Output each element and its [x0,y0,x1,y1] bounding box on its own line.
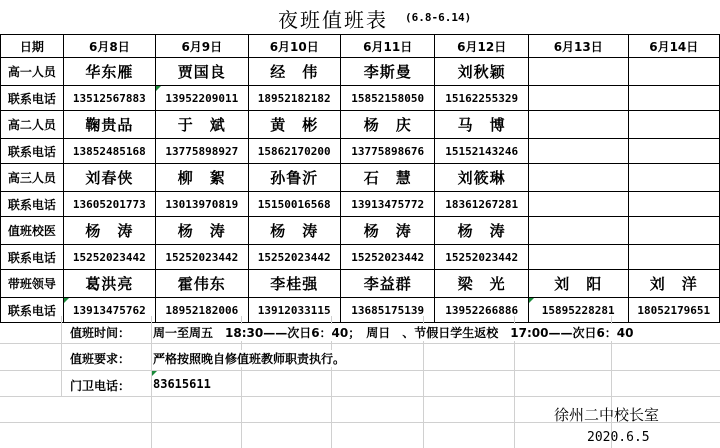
phone-cell: 13685175139 [340,298,434,323]
grid-line [61,316,62,396]
phone-cell [528,139,628,164]
phone-cell [528,192,628,217]
row-label: 联系电话 [1,139,64,164]
staff-name-cell: 刘 阳 [528,270,628,298]
header-day: 6月10日 [248,35,340,58]
phone-text: 13913475762 [72,303,146,317]
staff-name-cell: 马 博 [435,111,528,139]
staff-name-cell [528,217,628,245]
header-day: 6月12日 [435,35,528,58]
header-day: 6月11日 [340,35,434,58]
staff-name-cell: 李益群 [340,270,434,298]
phone-text: 13952209011 [165,91,239,105]
staff-name-cell: 李桂强 [248,270,340,298]
staff-name-cell: 杨 涛 [340,217,434,245]
duty-time-label: 值班时间： [70,326,131,340]
staff-name-cell: 霍伟东 [156,270,248,298]
row-label: 高三人员 [1,164,64,192]
header-day: 6月13日 [528,35,628,58]
row-label: 值班校医 [1,217,64,245]
row-label: 联系电话 [1,298,64,323]
staff-name-cell: 杨 庆 [340,111,434,139]
staff-name-cell: 柳 絮 [156,164,248,192]
header-date-label: 日期 [1,35,64,58]
header-day: 6月8日 [63,35,155,58]
info-section [0,316,720,448]
staff-name-cell: 华东雁 [63,58,155,86]
phone-cell: 18052179651 [628,298,719,323]
grid-line [0,396,720,397]
staff-name-cell: 葛洪亮 [63,270,155,298]
page-title: 夜班值班表 [278,8,388,32]
duty-phone-row [1,139,720,164]
phone-cell [628,139,719,164]
phone-cell [528,86,628,111]
staff-name-cell: 黄 彬 [248,111,340,139]
phone-cell [628,86,719,111]
duty-phone-row [1,86,720,111]
staff-name-cell: 鞠贵品 [63,111,155,139]
cell-note-marker [529,298,534,303]
staff-name-cell: 杨 涛 [63,217,155,245]
phone-cell: 13912033115 [248,298,340,323]
phone-cell: 15252023442 [435,245,528,270]
phone-cell: 15252023442 [63,245,155,270]
signature-date: 2020.6.5 [587,430,650,445]
duty-phone-row [1,192,720,217]
phone-cell [528,245,628,270]
staff-name-cell: 孙鲁沂 [248,164,340,192]
phone-cell [628,192,719,217]
phone-cell [156,86,248,111]
duty-people-row [1,111,720,139]
phone-cell: 15150016568 [248,192,340,217]
phone-cell: 18952182182 [248,86,340,111]
row-label: 带班领导 [1,270,64,298]
phone-cell: 18361267281 [435,192,528,217]
phone-cell: 18952182006 [156,298,248,323]
signature-org: 徐州二中校长室 [554,406,660,424]
duty-time-value: 周一至周五 18:30——次日6：40； 周日 、节假日学生返校 17:00——次日6：40 [153,324,638,341]
cell-note-marker [64,298,69,303]
header-day: 6月9日 [156,35,248,58]
phone-cell: 15252023442 [340,245,434,270]
staff-name-cell: 梁 光 [435,270,528,298]
title-row [0,0,720,34]
phone-cell: 13952266886 [435,298,528,323]
staff-name-cell: 李斯曼 [340,58,434,86]
grid-line [151,316,152,448]
staff-name-cell [528,111,628,139]
staff-name-cell: 杨 涛 [435,217,528,245]
staff-name-cell [628,58,719,86]
row-label: 高二人员 [1,111,64,139]
row-label: 联系电话 [1,86,64,111]
duty-requirement-label: 值班要求： [70,352,131,366]
staff-name-cell: 刘秋颖 [435,58,528,86]
phone-cell: 15852158050 [340,86,434,111]
gate-phone-label: 门卫电话： [70,379,131,393]
duty-requirement-value: 严格按照晚自修值班教师职责执行。 [153,350,349,367]
cell-note-marker [156,86,161,91]
staff-name-cell [628,217,719,245]
phone-cell: 13775898927 [156,139,248,164]
staff-name-cell [528,164,628,192]
staff-name-cell: 贾国良 [156,58,248,86]
row-label: 高一人员 [1,58,64,86]
phone-cell: 15152143246 [435,139,528,164]
staff-name-cell: 经 伟 [248,58,340,86]
staff-name-cell: 杨 涛 [248,217,340,245]
staff-name-cell: 刘筱琳 [435,164,528,192]
title-date-range: (6.8-6.14) [405,11,472,24]
phone-cell [628,245,719,270]
duty-table [0,34,720,323]
duty-people-row [1,270,720,298]
staff-name-cell [628,164,719,192]
grid-line [0,343,720,344]
staff-name-cell: 石 慧 [340,164,434,192]
duty-people-row [1,58,720,86]
duty-phone-row [1,245,720,270]
staff-name-cell: 杨 涛 [156,217,248,245]
phone-cell: 15252023442 [156,245,248,270]
phone-cell: 15252023442 [248,245,340,270]
phone-cell: 15862170200 [248,139,340,164]
header-row [1,35,720,58]
row-label: 联系电话 [1,192,64,217]
grid-line [0,370,720,371]
staff-name-cell [528,58,628,86]
phone-cell: 15162255329 [435,86,528,111]
duty-people-row [1,217,720,245]
staff-name-cell: 刘春侠 [63,164,155,192]
phone-cell: 13913475772 [340,192,434,217]
duty-people-row [1,164,720,192]
phone-cell: 13775898676 [340,139,434,164]
phone-cell: 13512567883 [63,86,155,111]
cell-note-marker [152,371,157,376]
row-label: 联系电话 [1,245,64,270]
staff-name-cell [628,111,719,139]
staff-name-cell: 于 斌 [156,111,248,139]
phone-cell: 13852485168 [63,139,155,164]
phone-cell: 13605201773 [63,192,155,217]
header-day: 6月14日 [628,35,719,58]
phone-text: 15895228281 [541,303,615,317]
gate-phone-value: 83615611 [153,377,211,391]
staff-name-cell: 刘 洋 [628,270,719,298]
phone-cell: 13013970819 [156,192,248,217]
duty-table-body [1,35,720,323]
